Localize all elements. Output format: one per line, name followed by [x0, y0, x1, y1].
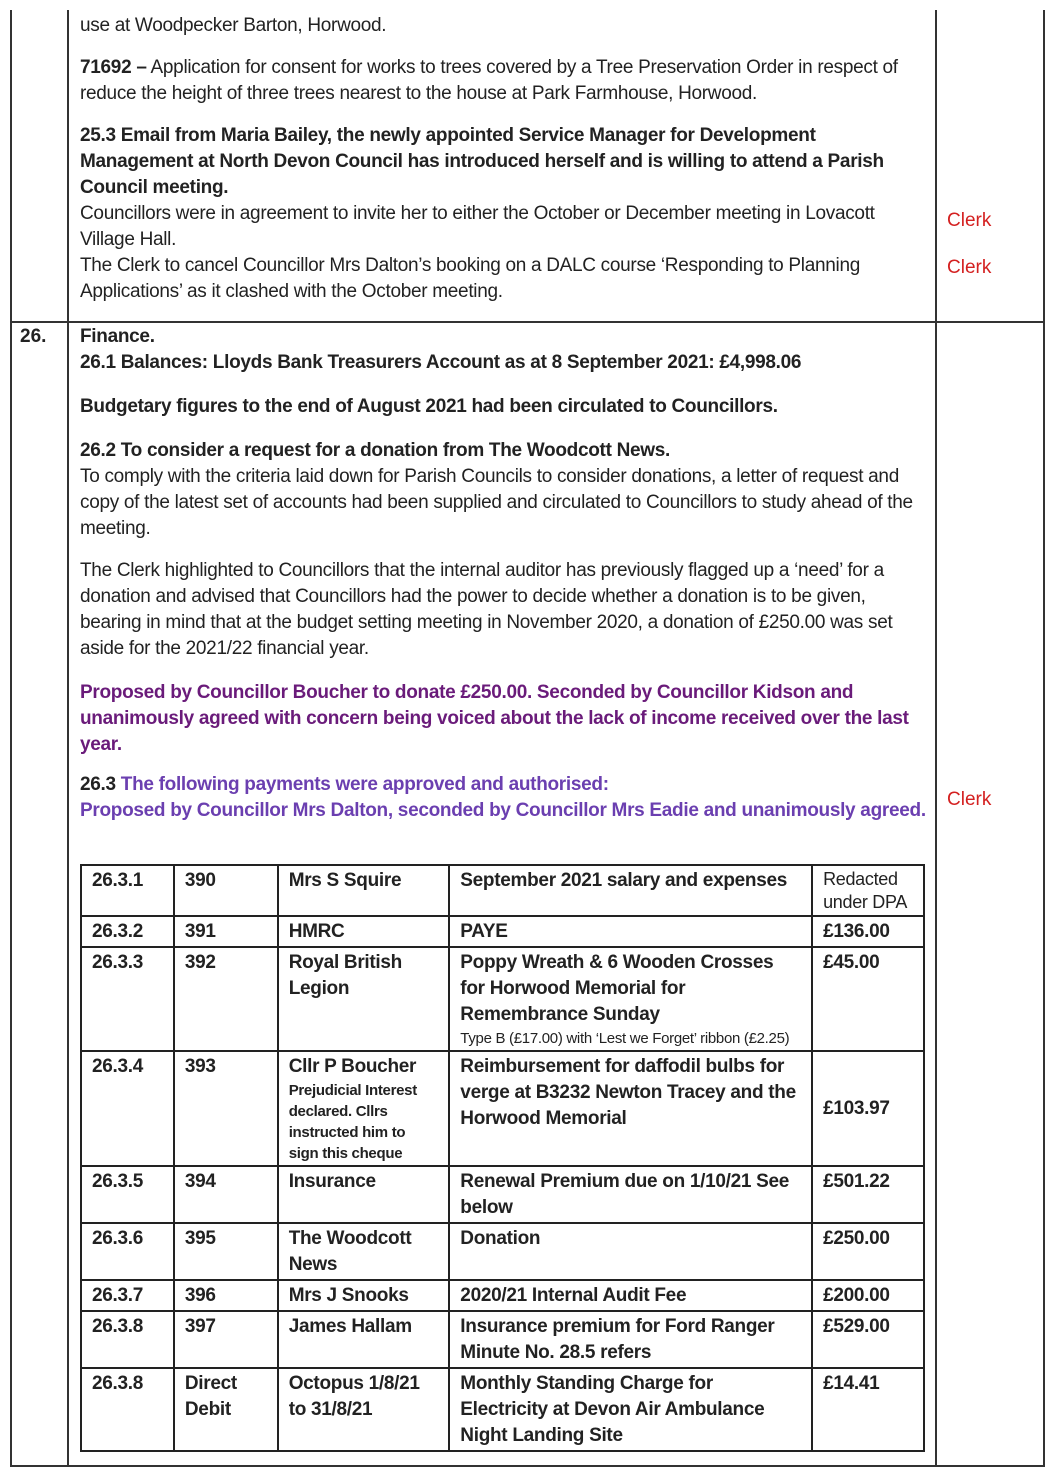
- cheque-number-cell: [174, 947, 278, 1051]
- item-number-26: 26.: [20, 326, 47, 347]
- payment-description: September 2021 salary and expenses: [460, 870, 788, 891]
- cheque-number: 396: [184, 1285, 216, 1306]
- payment-ref: 26.3.8: [92, 1316, 144, 1337]
- payment-ref-cell: [81, 1223, 174, 1280]
- payee-cell: [278, 1051, 450, 1166]
- cheque-number: 390: [184, 870, 216, 891]
- column-divider-number: [67, 10, 69, 1465]
- payment-description: 2020/21 Internal Audit Fee: [460, 1285, 687, 1306]
- payment-description: Donation: [460, 1228, 541, 1249]
- amount-cell: [812, 1311, 924, 1368]
- payment-ref: 26.3.2: [92, 921, 144, 942]
- payment-amount: £14.41: [823, 1373, 880, 1394]
- heading-26-2: 26.2 To consider a request for a donation from The Woodcott News.: [80, 440, 670, 461]
- description-cell: [449, 1223, 812, 1280]
- payment-amount: £501.22: [823, 1171, 890, 1192]
- resolution-payments: Proposed by Councillor Mrs Dalton, seconded by Councillor Mrs Eadie and unanimously agreed.: [80, 800, 926, 821]
- amount-cell: [812, 1223, 924, 1280]
- table-row: [81, 947, 924, 1051]
- payment-ref-cell: [81, 1311, 174, 1368]
- description-cell: [449, 916, 812, 947]
- cheque-number-cell: [174, 1280, 278, 1311]
- para-auditor: The Clerk highlighted to Councillors that the internal auditor has previously flagged up a ‘need’ for a donation and advised that Councillors had the power to decide whether a donation is to be given, bearing in mind that at the budget setting meeting in November 2020, a donation of £250.00 was set aside for the 2021/22 financial year.: [80, 560, 893, 659]
- amount-cell: [812, 865, 924, 916]
- para-invite: Councillors were in agreement to invite her to either the October or December meeting in Lovacott Village Hall.: [80, 203, 875, 250]
- cheque-number-cell: [174, 1223, 278, 1280]
- description-cell: [449, 1368, 812, 1451]
- heading-26-3: [80, 772, 930, 798]
- cheque-number: 392: [184, 952, 216, 973]
- description-cell: [449, 1311, 812, 1368]
- section-25-content: [80, 13, 930, 305]
- cheque-number-cell: [174, 1166, 278, 1223]
- payee-cell: [278, 865, 450, 916]
- para-cancel: The Clerk to cancel Councillor Mrs Dalton’s booking on a DALC course ‘Responding to Planning Applications’ as it clashed with the October meeting.: [80, 255, 860, 302]
- payment-amount: £200.00: [823, 1285, 890, 1306]
- payment-description: Renewal Premium due on 1/10/21 See below: [460, 1171, 790, 1218]
- payment-ref-cell: [81, 916, 174, 947]
- resolution-donation: Proposed by Councillor Boucher to donate £250.00. Seconded by Councillor Kidson and unanimously agreed with concern being voiced about the lack of income received over the last year.: [80, 682, 909, 755]
- payee-cell: [278, 1223, 450, 1280]
- payment-amount: £103.97: [823, 1098, 890, 1119]
- balances: 26.1 Balances: Lloyds Bank Treasurers Account as at 8 September 2021: £4,998.06: [80, 352, 802, 373]
- finance-title: Finance.: [80, 326, 155, 347]
- cheque-number-cell: [174, 1368, 278, 1451]
- action-clerk: Clerk: [947, 257, 992, 278]
- payment-ref-cell: [81, 865, 174, 916]
- payment-ref-cell: [81, 1368, 174, 1451]
- description-cell: [449, 1280, 812, 1311]
- payment-description: Insurance premium for Ford Ranger Minute No. 28.5 refers: [460, 1316, 775, 1363]
- payment-ref: 26.3.7: [92, 1285, 144, 1306]
- amount-cell: [812, 1368, 924, 1451]
- action-clerk: Clerk: [947, 210, 992, 231]
- payments-table: [80, 864, 925, 1452]
- payment-ref-cell: [81, 1051, 174, 1166]
- table-row: [81, 1166, 924, 1223]
- payee: Mrs S Squire: [288, 870, 402, 891]
- payment-ref-cell: [81, 947, 174, 1051]
- payment-ref: 26.3.8: [92, 1373, 144, 1394]
- table-row: [81, 916, 924, 947]
- payment-description: Monthly Standing Charge for Electricity at Devon Air Ambulance Night Landing Site: [460, 1373, 765, 1446]
- payee-cell: [278, 947, 450, 1051]
- budgetary-note: Budgetary figures to the end of August 2021 had been circulated to Councillors.: [80, 396, 778, 417]
- payee: HMRC: [288, 921, 345, 942]
- application-ref: 71692 –: [80, 57, 147, 78]
- section-26-content: [80, 324, 930, 824]
- payment-ref: 26.3.1: [92, 870, 144, 891]
- table-row: [81, 1368, 924, 1451]
- payee: Octopus 1/8/21 to 31/8/21: [288, 1373, 420, 1420]
- amount-cell: [812, 947, 924, 1051]
- payee-cell: [278, 1166, 450, 1223]
- description-note: Type B (£17.00) with ‘Lest we Forget’ ribbon (£2.25): [460, 1030, 790, 1047]
- amount-cell: [812, 916, 924, 947]
- payee-cell: [278, 1311, 450, 1368]
- cheque-number: 393: [184, 1056, 216, 1077]
- payee: Mrs J Snooks: [288, 1285, 409, 1306]
- cheque-number: 391: [184, 921, 216, 942]
- heading-26-3-text: The following payments were approved and authorised:: [120, 774, 609, 795]
- cheque-number: 395: [184, 1228, 216, 1249]
- heading-25-3: 25.3 Email from Maria Bailey, the newly appointed Service Manager for Development Management at North Devon Council has introduced herself and is willing to attend a Parish Council meeting.: [80, 125, 884, 198]
- action-clerk: Clerk: [947, 789, 992, 810]
- payment-amount: £250.00: [823, 1228, 890, 1249]
- cheque-number-cell: [174, 1051, 278, 1166]
- application-71692: [80, 55, 930, 107]
- continuation-text: use at Woodpecker Barton, Horwood.: [80, 15, 387, 36]
- payment-description: Poppy Wreath & 6 Wooden Crosses for Horwood Memorial for Remembrance Sunday: [460, 952, 774, 1025]
- payment-ref: 26.3.4: [92, 1056, 144, 1077]
- payment-description: Reimbursement for daffodil bulbs for verge at B3232 Newton Tracey and the Horwood Memorial: [460, 1056, 796, 1129]
- description-cell: [449, 865, 812, 916]
- heading-26-3-number: 26.3: [80, 774, 116, 795]
- payee-note: Prejudicial Interest declared. Cllrs instructed him to sign this cheque: [288, 1082, 417, 1162]
- payee: Insurance: [288, 1171, 376, 1192]
- payee-cell: [278, 916, 450, 947]
- payment-ref-cell: [81, 1166, 174, 1223]
- cheque-number-cell: [174, 916, 278, 947]
- amount-cell: [812, 1280, 924, 1311]
- table-row: [81, 1280, 924, 1311]
- description-cell: [449, 947, 812, 1051]
- cheque-number-cell: [174, 865, 278, 916]
- table-row: [81, 1311, 924, 1368]
- payee-cell: [278, 1280, 450, 1311]
- payment-amount: £136.00: [823, 921, 890, 942]
- payee-cell: [278, 1368, 450, 1451]
- payment-amount: £45.00: [823, 952, 880, 973]
- cheque-number-cell: [174, 1311, 278, 1368]
- para-comply: To comply with the criteria laid down for Parish Councils to consider donations, a letter of request and copy of the latest set of accounts had been supplied and circulated to Councillors to study ahead of the meeting.: [80, 466, 913, 539]
- table-row: [81, 1051, 924, 1166]
- amount-cell: [812, 1166, 924, 1223]
- cheque-number: 397: [184, 1316, 216, 1337]
- payment-ref: 26.3.6: [92, 1228, 144, 1249]
- amount-cell: [812, 1051, 924, 1166]
- cheque-number: 394: [184, 1171, 216, 1192]
- payment-ref-cell: [81, 1280, 174, 1311]
- description-cell: [449, 1166, 812, 1223]
- payment-amount: £529.00: [823, 1316, 890, 1337]
- table-row: [81, 865, 924, 916]
- cheque-number: Direct Debit: [184, 1373, 237, 1420]
- description-cell: [449, 1051, 812, 1166]
- table-row: [81, 1223, 924, 1280]
- payment-description: PAYE: [460, 921, 508, 942]
- payee: Royal British Legion: [288, 952, 402, 999]
- payee: James Hallam: [288, 1316, 412, 1337]
- payee: Cllr P Boucher: [288, 1056, 417, 1077]
- payment-amount: Redacted under DPA: [823, 869, 908, 912]
- column-divider-action: [935, 10, 937, 1465]
- payment-ref: 26.3.3: [92, 952, 144, 973]
- application-text: Application for consent for works to trees covered by a Tree Preservation Order in respect of reduce the height of three trees nearest to the house at Park Farmhouse, Horwood.: [80, 57, 898, 104]
- payee: The Woodcott News: [288, 1228, 412, 1275]
- row-divider-26: [12, 321, 1043, 323]
- payment-ref: 26.3.5: [92, 1171, 144, 1192]
